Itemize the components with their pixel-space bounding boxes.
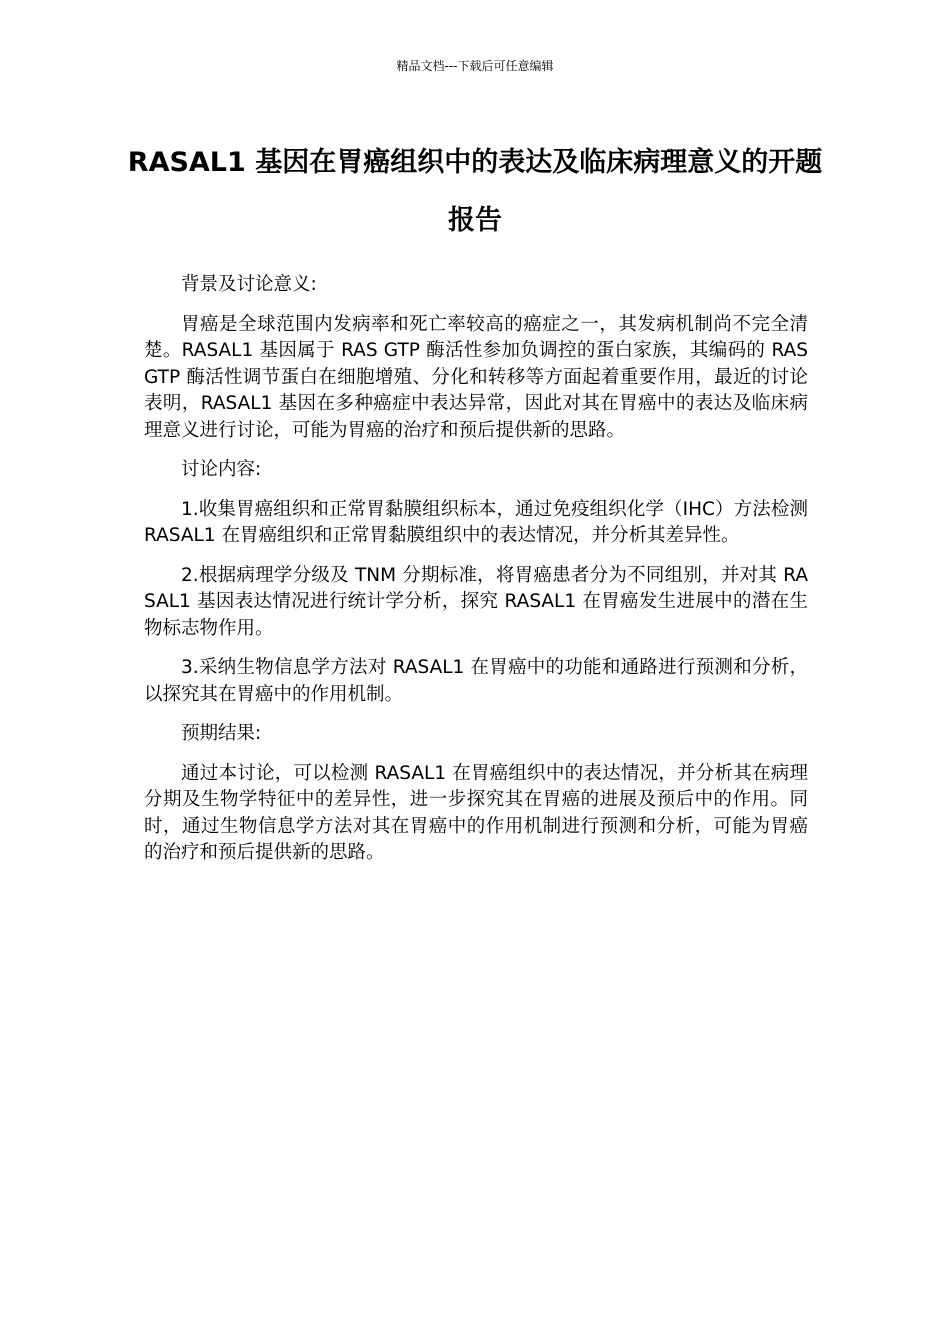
content-item-1: 1.收集胃癌组织和正常胃黏膜组织标本，通过免疫组织化学（IHC）方法检测 RASAL1 在胃癌组织和正常胃黏膜组织中的表达情况，并分析其差异性。 <box>144 498 808 546</box>
header-note: 精品文档---下载后可任意编辑 <box>396 59 554 73</box>
results-paragraph: 通过本讨论，可以检测 RASAL1 在胃癌组织中的表达情况，并分析其在病理分期及生物学特征中的差异性，进一步探究其在胃癌的进展及预后中的作用。同时，通过生物信息学方法对其在胃癌中的作用机制进行预测和分析，可能为胃癌的治疗和预后提供新的思路。 <box>144 762 808 863</box>
content-item-2: 2.根据病理学分级及 TNM 分期标准，将胃癌患者分为不同组别，并对其 RASAL1 基因表达情况进行统计学分析，探究 RASAL1 在胃癌发生进展中的潜在生物标志物作用。 <box>144 564 808 639</box>
section-heading-results: 预期结果: <box>181 723 262 744</box>
background-paragraph: 胃癌是全球范围内发病率和死亡率较高的癌症之一，其发病机制尚不完全清楚。RASAL1 基因属于 RAS GTP 酶活性参加负调控的蛋白家族，其编码的 RAS GTP 酶活性调节蛋白在细胞增殖、分化和转移等方面起着重要作用，最近的讨论表明，RASAL1 基因在多种癌症中表达异常，因此对其在胃癌中的表达及临床病理意义进行讨论，可能为胃癌的治疗和预后提供新的思路。 <box>144 313 808 441</box>
section-heading-content: 讨论内容: <box>181 459 262 480</box>
section-heading-background: 背景及讨论意义: <box>181 274 317 295</box>
document-body <box>144 272 808 880</box>
content-item-3: 3.采纳生物信息学方法对 RASAL1 在胃癌中的功能和通路进行预测和分析，以探究其在胃癌中的作用机制。 <box>144 657 808 705</box>
document-title: RASAL1 基因在胃癌组织中的表达及临床病理意义的开题报告 <box>127 147 823 236</box>
